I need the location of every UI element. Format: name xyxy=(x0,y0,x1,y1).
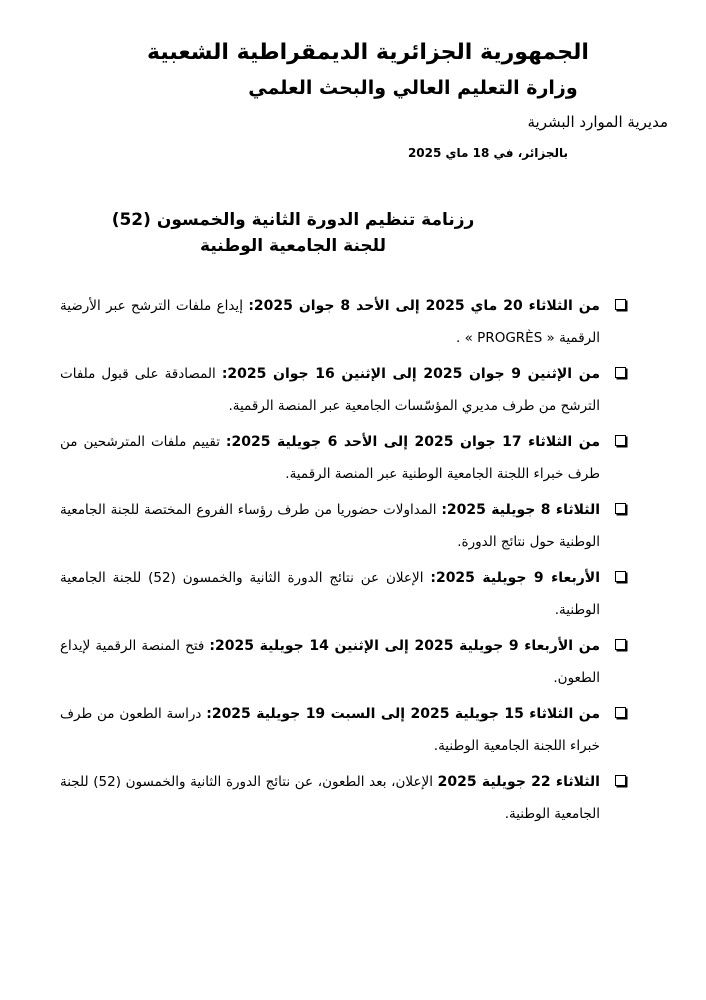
schedule-item-date: من الأربعاء 9 جويلية 2025 إلى الإثنين 14 جويلية 2025: xyxy=(209,638,600,654)
date-line: بالجزائر، في 18 ماي 2025 xyxy=(407,146,568,160)
checkbox-icon xyxy=(615,775,626,786)
schedule-item-date: الأربعاء 9 جويلية 2025: xyxy=(430,570,601,586)
schedule-item-text: الإعلان، بعد الطعون، عن نتائج الدورة الثانية والخمسون (52) للجنة الجامعية الوطنية. xyxy=(60,774,600,822)
document-subtitle: للجنة الجامعية الوطنية xyxy=(200,236,386,256)
schedule-item-date: الثلاثاء 22 جويلية 2025 xyxy=(437,774,600,790)
department-name: مديرية الموارد البشرية xyxy=(527,113,668,131)
checkbox-icon xyxy=(615,571,626,582)
checkbox-icon xyxy=(615,707,626,718)
schedule-item xyxy=(60,766,626,830)
ministry-header: وزارة التعليم العالي والبحث العلمي xyxy=(248,77,578,99)
schedule-list xyxy=(60,290,626,830)
checkbox-icon xyxy=(615,503,626,514)
schedule-item-date: من الإثنين 9 جوان 2025 إلى الإثنين 16 جوان 2025: xyxy=(221,366,600,382)
schedule-item-date: من الثلاثاء 15 جويلية 2025 إلى السبت 19 جويلية 2025: xyxy=(206,706,601,722)
schedule-item-text: تقييم ملفات المترشحين من طرف خبراء اللجنة الجامعية الوطنية عبر المنصة الرقمية. xyxy=(60,434,600,482)
schedule-item-text: دراسة الطعون من طرف خبراء اللجنة الجامعية الوطنية. xyxy=(60,706,600,754)
checkbox-icon xyxy=(615,367,626,378)
checkbox-icon xyxy=(615,435,626,446)
republic-header: الجمهورية الجزائرية الديمقراطية الشعبية xyxy=(147,40,589,65)
schedule-item xyxy=(60,358,626,422)
checkbox-icon xyxy=(615,299,626,310)
schedule-item-date: من الثلاثاء 17 جوان 2025 إلى الأحد 6 جويلية 2025: xyxy=(225,434,601,450)
schedule-item xyxy=(60,290,626,354)
schedule-item xyxy=(60,426,626,490)
schedule-item xyxy=(60,562,626,626)
schedule-item xyxy=(60,494,626,558)
document-title: رزنامة تنظيم الدورة الثانية والخمسون (52) xyxy=(111,210,475,230)
schedule-item-text: المداولات حضوريا من طرف رؤساء الفروع المختصة للجنة الجامعية الوطنية حول نتائج الدورة. xyxy=(60,502,600,550)
schedule-item-text: فتح المنصة الرقمية لإيداع الطعون. xyxy=(60,638,600,686)
checkbox-icon xyxy=(615,639,626,650)
schedule-item xyxy=(60,698,626,762)
schedule-item-date: الثلاثاء 8 جويلية 2025: xyxy=(441,502,600,518)
schedule-item-text: الإعلان عن نتائج الدورة الثانية والخمسون (52) للجنة الجامعية الوطنية. xyxy=(60,570,600,618)
schedule-item-date: من الثلاثاء 20 ماي 2025 إلى الأحد 8 جوان 2025: xyxy=(248,298,600,314)
schedule-item xyxy=(60,630,626,694)
schedule-item-text: المصادقة على قبول ملفات الترشح من طرف مديري المؤسّسات الجامعية عبر المنصة الرقمية. xyxy=(60,366,600,414)
schedule-item-text: إيداع ملفات الترشح عبر الأرضية الرقمية « PROGRÈS » . xyxy=(60,298,600,346)
